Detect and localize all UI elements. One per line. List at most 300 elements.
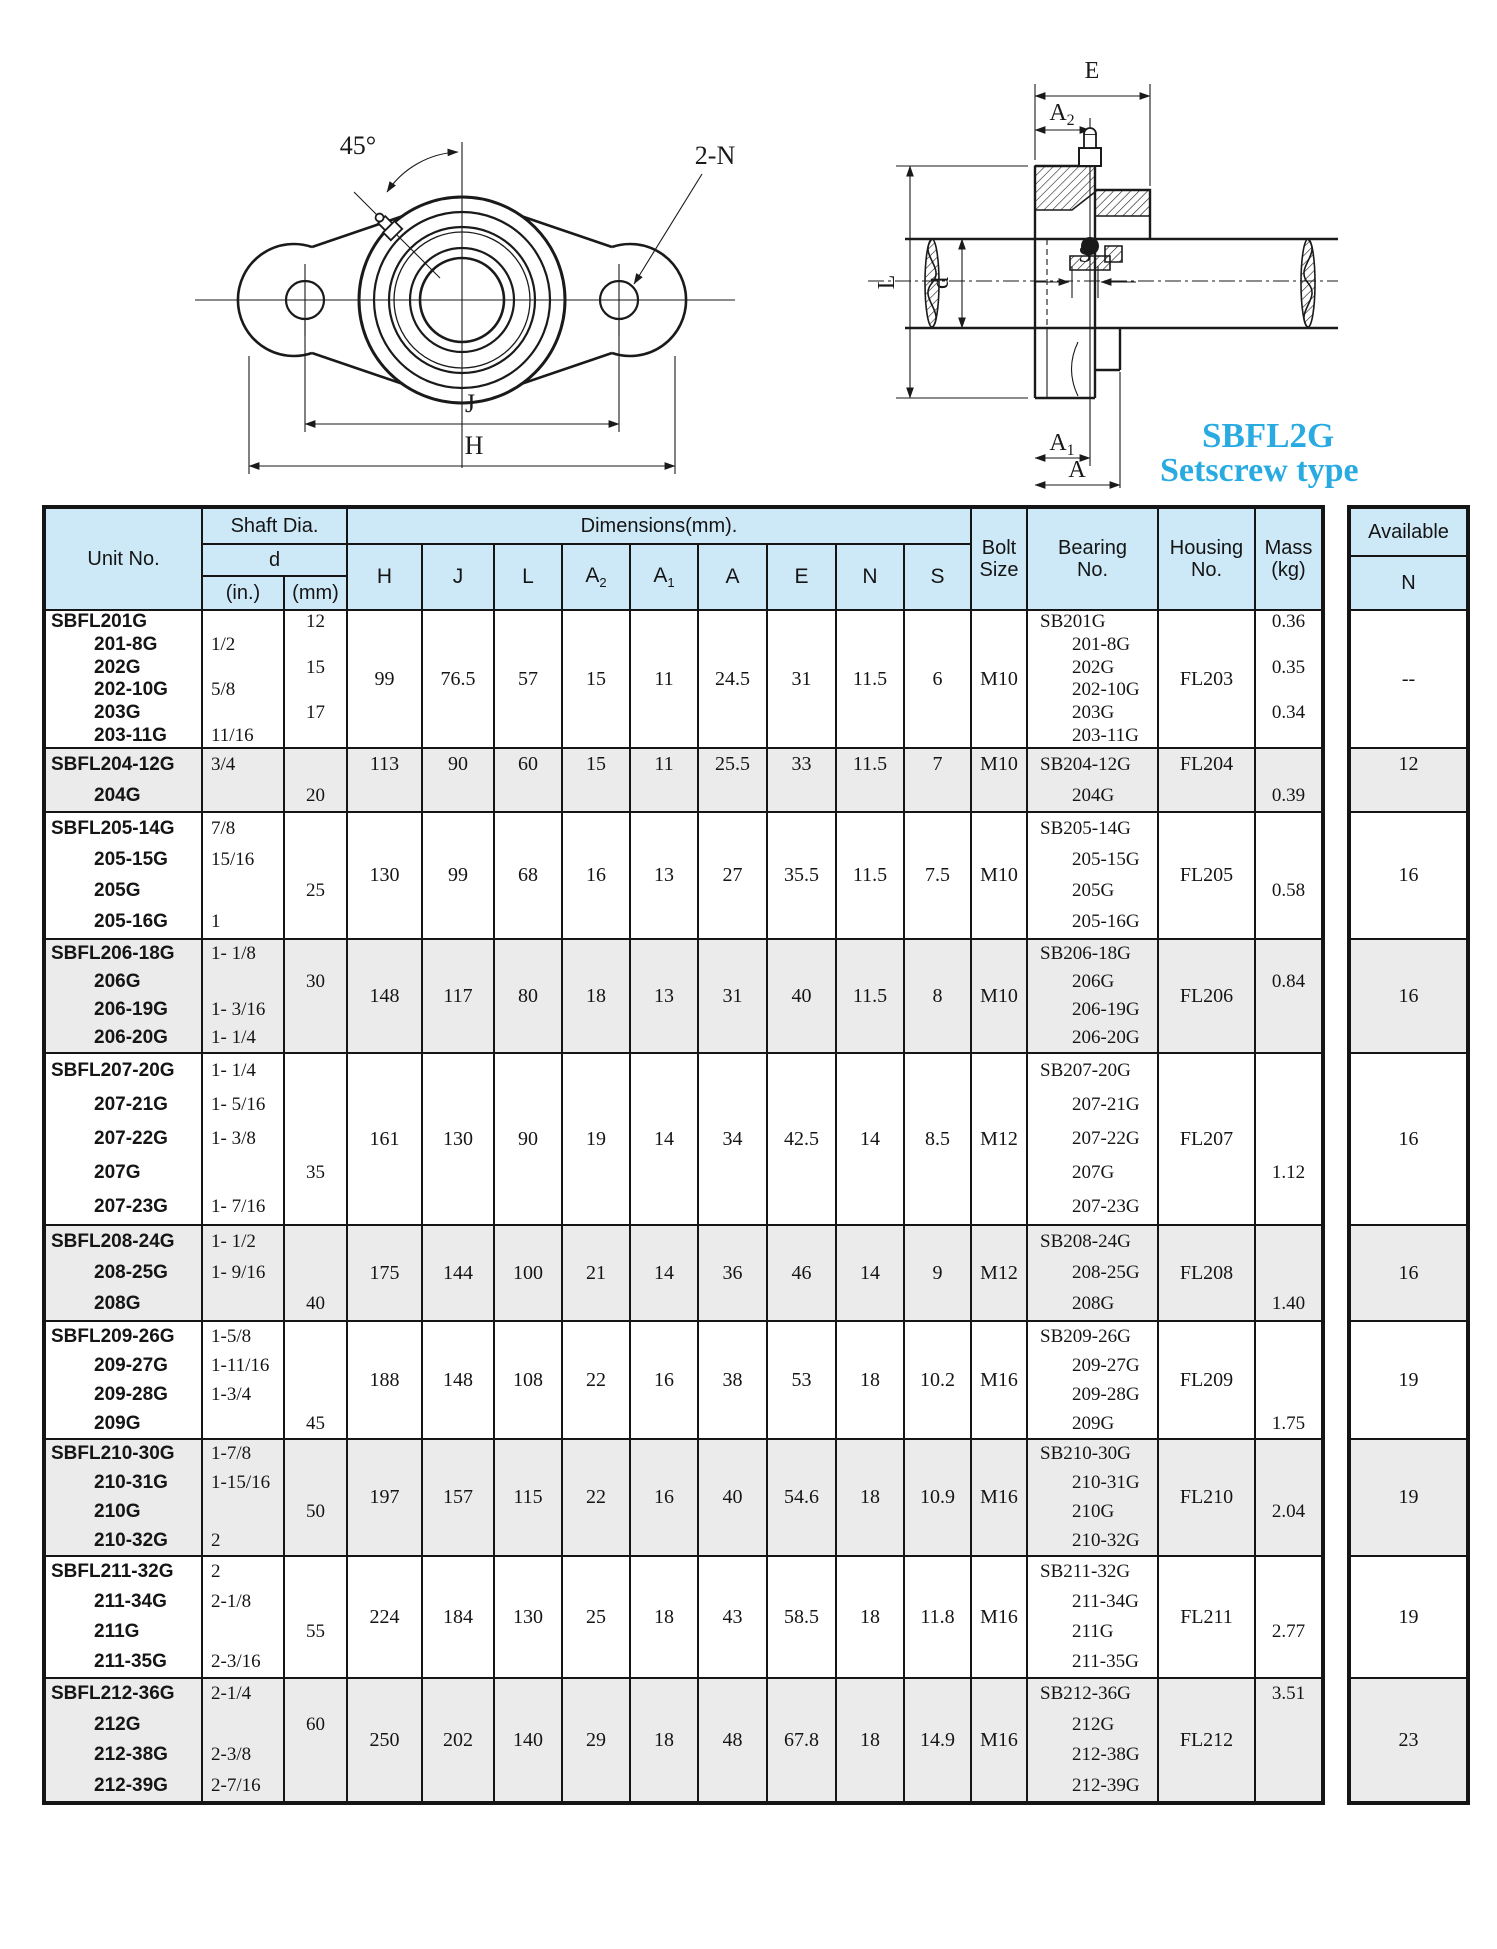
dim-cell-N: 11.5	[837, 749, 905, 813]
mass-cell-line	[1256, 1740, 1321, 1771]
shaft-mm-cell-line	[285, 1054, 346, 1088]
mass-cell-line	[1256, 1587, 1321, 1617]
shaft-mm-cell	[285, 1440, 348, 1557]
unit-cell-line: 208-25G	[94, 1261, 168, 1283]
col-header-S: S	[905, 545, 972, 611]
dim-label-a2: $A_2$	[1049, 100, 1075, 129]
mass-cell	[1256, 1054, 1321, 1226]
mass-cell-line	[1256, 749, 1321, 780]
shaft-mm-cell-line	[285, 996, 346, 1024]
mass-cell-line	[1256, 1190, 1321, 1224]
dim-cell-A2: 22	[563, 1322, 631, 1440]
shaft-in-cell-line	[203, 656, 283, 679]
shaft-mm-cell-line	[285, 724, 346, 747]
mass-cell-line	[1256, 1380, 1321, 1409]
mass-cell-line	[1256, 634, 1321, 657]
housing-cell: FL212	[1159, 1679, 1256, 1801]
unit-cell	[46, 1557, 203, 1679]
shaft-in-cell-line: 1- 9/16	[211, 1261, 266, 1283]
available-cell: 19	[1351, 1557, 1466, 1679]
bearing-cell-line: 204G	[1072, 784, 1115, 806]
header-unit-no: Unit No.	[46, 509, 203, 611]
dim-label-a1: $A_1$	[1049, 430, 1075, 459]
dim-cell-E: 67.8	[768, 1679, 837, 1801]
header-housing-no: Housing No.	[1159, 509, 1256, 611]
unit-cell-line: 209-27G	[94, 1354, 168, 1376]
shaft-mm-cell-line	[285, 749, 346, 780]
mass-cell	[1256, 749, 1321, 813]
dim-cell-L: 90	[495, 1054, 563, 1226]
shaft-mm-cell-line	[285, 1226, 346, 1257]
housing-cell: FL207	[1159, 1054, 1256, 1226]
mass-cell-line	[1256, 1647, 1321, 1677]
dim-cell-A1: 11	[631, 611, 699, 749]
dim-cell-A1: 18	[631, 1679, 699, 1801]
shaft-mm-cell-line	[285, 1088, 346, 1122]
bearing-cell-line: 203-11G	[1072, 724, 1139, 746]
shaft-in-cell-line: 3/4	[211, 753, 236, 775]
shaft-mm-cell-line: 20	[306, 784, 325, 806]
bearing-cell-line: SB207-20G	[1040, 1060, 1131, 1081]
available-cell: 16	[1351, 1054, 1466, 1226]
bearing-cell	[1028, 1322, 1159, 1440]
bearing-cell-line: 207G	[1072, 1162, 1115, 1183]
bearing-cell-line: 202G	[1072, 656, 1115, 678]
dim-cell-A2: 21	[563, 1226, 631, 1322]
dim-cell-A2: 19	[563, 1054, 631, 1226]
dim-cell-E: 31	[768, 611, 837, 749]
available-cell: --	[1351, 611, 1466, 749]
dim-cell-A1: 16	[631, 1322, 699, 1440]
housing-cell: FL209	[1159, 1322, 1256, 1440]
bolt-size-cell: M16	[972, 1679, 1028, 1801]
shaft-in-cell-line	[203, 611, 283, 634]
shaft-in-cell-line: 11/16	[211, 724, 254, 746]
dim-cell-A1: 14	[631, 1226, 699, 1322]
dim-cell-L: 140	[495, 1679, 563, 1801]
unit-cell	[46, 1054, 203, 1226]
dim-label-l: L	[874, 274, 900, 290]
shaft-mm-cell	[285, 1226, 348, 1322]
unit-cell-line: 211G	[94, 1621, 140, 1642]
bearing-cell-line: 206G	[1072, 971, 1115, 992]
bolt-size-cell: M16	[972, 1440, 1028, 1557]
dim-cell-A2: 15	[563, 749, 631, 813]
housing-cell: FL205	[1159, 813, 1256, 940]
unit-cell-line: 206-19G	[94, 999, 168, 1020]
bearing-cell-line: SB212-36G	[1040, 1683, 1131, 1705]
shaft-in-cell-line: 1-7/8	[211, 1443, 252, 1465]
shaft-mm-cell	[285, 940, 348, 1054]
shaft-in-cell-line	[203, 1289, 283, 1320]
bearing-cell-line: 207-23G	[1072, 1196, 1140, 1217]
dim-cell-N: 14	[837, 1226, 905, 1322]
shaft-in-cell-line: 1- 1/8	[211, 943, 256, 964]
dim-cell-L: 100	[495, 1226, 563, 1322]
shaft-in-cell	[203, 611, 285, 749]
bolt-count-label: 2-N	[694, 141, 736, 170]
bearing-cell-line: SB209-26G	[1040, 1325, 1131, 1347]
bolt-size-cell: M10	[972, 611, 1028, 749]
shaft-in-cell-line	[203, 1498, 283, 1527]
shaft-in-cell-line: 2	[211, 1561, 221, 1582]
unit-cell-line: SBFL205-14G	[51, 817, 175, 839]
unit-cell-line: 211-34G	[94, 1591, 167, 1612]
shaft-in-cell-line: 1- 7/16	[211, 1196, 266, 1217]
unit-cell-line: 205-15G	[94, 848, 168, 870]
bearing-cell-line: SB205-14G	[1040, 817, 1131, 839]
shaft-in-cell	[203, 1226, 285, 1322]
bearing-cell-line: 208G	[1072, 1293, 1115, 1315]
mass-cell-line: 0.39	[1271, 784, 1306, 806]
dim-cell-S: 6	[905, 611, 972, 749]
shaft-mm-cell-line	[285, 1024, 346, 1052]
dim-cell-A: 40	[699, 1440, 768, 1557]
shaft-mm-cell	[285, 1557, 348, 1679]
dim-cell-H: 99	[348, 611, 423, 749]
dim-cell-J: 76.5	[423, 611, 495, 749]
bearing-cell-line: SB210-30G	[1040, 1443, 1131, 1465]
bearing-cell	[1028, 1226, 1159, 1322]
mass-cell-line: 2.77	[1271, 1621, 1306, 1642]
available-cell: 16	[1351, 1226, 1466, 1322]
bearing-cell-line: 206-20G	[1072, 1027, 1140, 1048]
mass-cell	[1256, 611, 1321, 749]
shaft-in-cell-line: 2-3/16	[211, 1651, 261, 1672]
dim-cell-A: 38	[699, 1322, 768, 1440]
shaft-in-cell-line: 1- 1/4	[211, 1027, 256, 1048]
mass-cell-line	[1256, 844, 1321, 875]
dim-cell-N: 18	[837, 1322, 905, 1440]
mass-cell-line: 0.84	[1271, 971, 1306, 992]
shaft-mm-cell-line	[285, 940, 346, 968]
unit-cell-line: 209G	[94, 1412, 141, 1434]
dim-cell-S: 8.5	[905, 1054, 972, 1226]
shaft-in-cell-line	[203, 1617, 283, 1647]
shaft-in-cell-line: 1	[211, 911, 221, 933]
mass-cell	[1256, 1557, 1321, 1679]
bearing-cell-line: 212G	[1072, 1713, 1115, 1735]
shaft-mm-cell	[285, 749, 348, 813]
dim-cell-H: 113	[348, 749, 423, 813]
shaft-in-cell-line: 2-3/8	[211, 1744, 252, 1766]
shaft-mm-cell-line	[285, 1647, 346, 1677]
shaft-mm-cell-line	[285, 679, 346, 702]
header-available: Available	[1351, 509, 1466, 557]
dim-label-e: E	[1084, 58, 1100, 84]
dim-cell-E: 53	[768, 1322, 837, 1440]
shaft-mm-cell	[285, 611, 348, 749]
shaft-in-cell-line: 7/8	[211, 817, 236, 839]
header-mm: (mm)	[285, 577, 348, 611]
available-cell: 19	[1351, 1322, 1466, 1440]
dim-cell-J: 157	[423, 1440, 495, 1557]
available-cell: 12	[1351, 749, 1466, 813]
bearing-cell	[1028, 749, 1159, 813]
dim-cell-E: 33	[768, 749, 837, 813]
available-cell: 23	[1351, 1679, 1466, 1801]
mass-cell-line: 1.75	[1271, 1412, 1306, 1434]
dim-label-h: H	[464, 431, 484, 460]
dim-cell-A1: 14	[631, 1054, 699, 1226]
dim-cell-H: 161	[348, 1054, 423, 1226]
unit-cell	[46, 611, 203, 749]
mass-cell-line	[1256, 1771, 1321, 1802]
shaft-mm-cell-line: 35	[306, 1162, 325, 1183]
shaft-mm-cell-line	[285, 1469, 346, 1498]
dim-cell-E: 42.5	[768, 1054, 837, 1226]
bearing-cell-line: 205-15G	[1072, 848, 1140, 870]
shaft-mm-cell-line	[285, 1351, 346, 1380]
mass-cell-line	[1256, 1122, 1321, 1156]
header-in: (in.)	[203, 577, 285, 611]
mass-cell	[1256, 1440, 1321, 1557]
available-table	[1347, 505, 1470, 1805]
bearing-cell	[1028, 1054, 1159, 1226]
mass-cell-line: 0.34	[1271, 701, 1306, 723]
bearing-cell-line: 201-8G	[1072, 633, 1131, 655]
dim-cell-H: 148	[348, 940, 423, 1054]
col-header-A1: $A_1$	[631, 545, 699, 611]
bearing-cell-line: 207-21G	[1072, 1094, 1140, 1115]
shaft-mm-cell	[285, 1322, 348, 1440]
dim-cell-N: 11.5	[837, 813, 905, 940]
col-header-L: L	[495, 545, 563, 611]
dim-cell-H: 130	[348, 813, 423, 940]
housing-cell: FL208	[1159, 1226, 1256, 1322]
shaft-in-cell-line: 1-11/16	[211, 1354, 270, 1376]
unit-cell-line: 206G	[94, 971, 141, 992]
mass-cell-line	[1256, 1526, 1321, 1555]
col-header-A2: $A_2$	[563, 545, 631, 611]
bearing-cell-line: 212-39G	[1072, 1774, 1140, 1796]
shaft-in-cell	[203, 1440, 285, 1557]
shaft-in-cell-line	[203, 968, 283, 996]
shaft-in-cell-line: 1/2	[211, 633, 236, 655]
shaft-in-cell	[203, 1322, 285, 1440]
col-header-J: J	[423, 545, 495, 611]
shaft-in-cell-line: 1- 1/4	[211, 1060, 256, 1081]
dim-cell-N: 11.5	[837, 611, 905, 749]
unit-cell-line: SBFL210-30G	[51, 1443, 175, 1465]
dim-label-s: S	[1078, 242, 1092, 268]
dim-cell-A2: 18	[563, 940, 631, 1054]
dim-cell-L: 80	[495, 940, 563, 1054]
dim-cell-H: 175	[348, 1226, 423, 1322]
shaft-mm-cell	[285, 813, 348, 940]
unit-cell-line: 211-35G	[94, 1651, 167, 1672]
shaft-in-cell-line	[203, 780, 283, 811]
bearing-cell-line: 203G	[1072, 701, 1115, 723]
unit-cell-line: 209-28G	[94, 1383, 168, 1405]
unit-cell-line: 203-11G	[94, 724, 167, 746]
col-header-N: N	[837, 545, 905, 611]
shaft-mm-cell-line: 55	[306, 1621, 325, 1642]
dim-cell-A: 43	[699, 1557, 768, 1679]
bearing-cell	[1028, 940, 1159, 1054]
bearing-cell-line: 208-25G	[1072, 1261, 1140, 1283]
bearing-cell-line: 205-16G	[1072, 911, 1140, 933]
shaft-mm-cell-line	[285, 1740, 346, 1771]
setscrew	[1105, 246, 1122, 262]
unit-cell-line: 208G	[94, 1293, 141, 1315]
shaft-mm-cell-line	[285, 1257, 346, 1288]
dim-cell-H: 197	[348, 1440, 423, 1557]
dim-cell-N: 11.5	[837, 940, 905, 1054]
bolt-size-cell: M16	[972, 1557, 1028, 1679]
mass-cell-line	[1256, 724, 1321, 747]
shaft-mm-cell-line	[285, 1380, 346, 1409]
unit-cell-line: SBFL206-18G	[51, 943, 175, 964]
side-dimension-lines	[910, 96, 1150, 485]
unit-cell	[46, 813, 203, 940]
shaft-in-cell	[203, 749, 285, 813]
dim-cell-S: 9	[905, 1226, 972, 1322]
dim-label-a: A	[1068, 457, 1086, 483]
bearing-cell	[1028, 1679, 1159, 1801]
unit-cell-line: 207G	[94, 1162, 141, 1183]
mass-cell-line: 1.12	[1271, 1162, 1306, 1183]
unit-cell	[46, 940, 203, 1054]
bolt-size-cell: M16	[972, 1322, 1028, 1440]
available-cell: 16	[1351, 813, 1466, 940]
dim-cell-A2: 16	[563, 813, 631, 940]
unit-cell-line: 201-8G	[94, 633, 158, 655]
dim-cell-N: 14	[837, 1054, 905, 1226]
shaft-in-cell-line	[203, 702, 283, 725]
dim-cell-A: 27	[699, 813, 768, 940]
dim-label-j: J	[464, 389, 476, 418]
bearing-cell-line: 210G	[1072, 1500, 1115, 1522]
bolt-size-cell: M10	[972, 940, 1028, 1054]
header-mass: Mass (kg)	[1256, 509, 1321, 611]
mass-cell-line	[1256, 1322, 1321, 1351]
bearing-cell-line: SB201G	[1040, 611, 1106, 633]
bearing-cell-line: 211-34G	[1072, 1591, 1139, 1612]
col-header-E: E	[768, 545, 837, 611]
shaft-mm-cell-line	[285, 1190, 346, 1224]
dim-cell-L: 130	[495, 1557, 563, 1679]
unit-cell	[46, 1679, 203, 1801]
mass-cell-line	[1256, 1054, 1321, 1088]
grease-fitting-side	[1079, 128, 1101, 166]
dim-cell-A1: 16	[631, 1440, 699, 1557]
dim-cell-J: 144	[423, 1226, 495, 1322]
unit-cell-line: 212-39G	[94, 1774, 168, 1796]
dim-cell-L: 60	[495, 749, 563, 813]
bearing-cell-line: SB204-12G	[1040, 753, 1131, 775]
shaft-in-cell-line: 2-1/4	[211, 1683, 252, 1705]
dim-cell-L: 68	[495, 813, 563, 940]
dim-cell-H: 224	[348, 1557, 423, 1679]
dim-cell-J: 99	[423, 813, 495, 940]
mass-cell	[1256, 940, 1321, 1054]
shaft-mm-cell-line	[285, 1557, 346, 1587]
dim-cell-S: 11.8	[905, 1557, 972, 1679]
dim-cell-A2: 29	[563, 1679, 631, 1801]
unit-cell-line: 207-21G	[94, 1094, 168, 1115]
shaft-in-cell-line: 1-15/16	[211, 1472, 271, 1494]
mass-cell-line: 0.36	[1271, 611, 1306, 633]
dim-cell-A2: 15	[563, 611, 631, 749]
mass-cell-line	[1256, 1710, 1321, 1741]
dim-cell-N: 18	[837, 1440, 905, 1557]
shaft-in-cell-line: 15/16	[211, 848, 255, 870]
bolt-size-cell: M12	[972, 1226, 1028, 1322]
shaft-in-cell	[203, 1557, 285, 1679]
unit-cell-line: 203G	[94, 701, 141, 723]
header-shaft-dia: Shaft Dia.	[203, 509, 348, 545]
shaft-mm-cell-line: 60	[306, 1713, 325, 1735]
dim-cell-A: 31	[699, 940, 768, 1054]
bolt-size-cell: M12	[972, 1054, 1028, 1226]
bearing-cell-line: 206-19G	[1072, 999, 1140, 1020]
series-sublabel: Setscrew type	[1160, 452, 1359, 489]
mass-cell	[1256, 813, 1321, 940]
header-dimensions: Dimensions(mm).	[348, 509, 972, 545]
bearing-cell-line: SB208-24G	[1040, 1230, 1131, 1252]
dim-cell-A2: 22	[563, 1440, 631, 1557]
bearing-cell-line: 209G	[1072, 1412, 1115, 1434]
unit-cell-line: SBFL201G	[51, 611, 148, 633]
shaft-in-cell	[203, 813, 285, 940]
dim-cell-J: 202	[423, 1679, 495, 1801]
shaft-in-cell-line: 1- 3/16	[211, 999, 266, 1020]
dim-cell-A1: 13	[631, 813, 699, 940]
available-cell: 19	[1351, 1440, 1466, 1557]
mass-cell-line: 0.35	[1271, 656, 1306, 678]
dim-cell-E: 35.5	[768, 813, 837, 940]
mass-cell-line	[1256, 813, 1321, 844]
dim-cell-E: 46	[768, 1226, 837, 1322]
unit-cell-line: SBFL212-36G	[51, 1683, 175, 1705]
shaft-mm-cell-line: 45	[306, 1412, 325, 1434]
dim-cell-J: 90	[423, 749, 495, 813]
dim-cell-A: 34	[699, 1054, 768, 1226]
unit-cell-line: 204G	[94, 784, 141, 806]
dim-cell-A: 36	[699, 1226, 768, 1322]
shaft-mm-cell-line	[285, 1587, 346, 1617]
bearing-cell-line: SB206-18G	[1040, 943, 1131, 964]
unit-cell-line: 212G	[94, 1713, 141, 1735]
col-header-H: H	[348, 545, 423, 611]
shaft-in-cell-line: 2-7/16	[211, 1774, 261, 1796]
dim-cell-J: 148	[423, 1322, 495, 1440]
shaft-in-cell	[203, 940, 285, 1054]
shaft-in-cell	[203, 1679, 285, 1801]
dim-cell-A: 25.5	[699, 749, 768, 813]
header-available-n: N	[1351, 557, 1466, 611]
dim-cell-H: 188	[348, 1322, 423, 1440]
mass-cell-line	[1256, 996, 1321, 1024]
unit-cell-line: 205G	[94, 880, 141, 902]
dim-cell-J: 117	[423, 940, 495, 1054]
dim-cell-S: 8	[905, 940, 972, 1054]
unit-cell-line: SBFL211-32G	[51, 1561, 174, 1582]
mass-cell-line: 0.58	[1271, 880, 1306, 902]
shaft-in-cell-line: 5/8	[211, 679, 236, 701]
mass-cell-line	[1256, 1469, 1321, 1498]
dim-cell-J: 184	[423, 1557, 495, 1679]
unit-cell-line: 207-23G	[94, 1196, 168, 1217]
shaft-mm-cell-line	[285, 1440, 346, 1469]
shaft-in-cell-line: 1-5/8	[211, 1325, 252, 1347]
dim-cell-N: 18	[837, 1679, 905, 1801]
mass-cell-line	[1256, 1351, 1321, 1380]
dim-cell-A: 24.5	[699, 611, 768, 749]
mass-cell-line	[1256, 907, 1321, 938]
mass-cell-line	[1256, 1088, 1321, 1122]
